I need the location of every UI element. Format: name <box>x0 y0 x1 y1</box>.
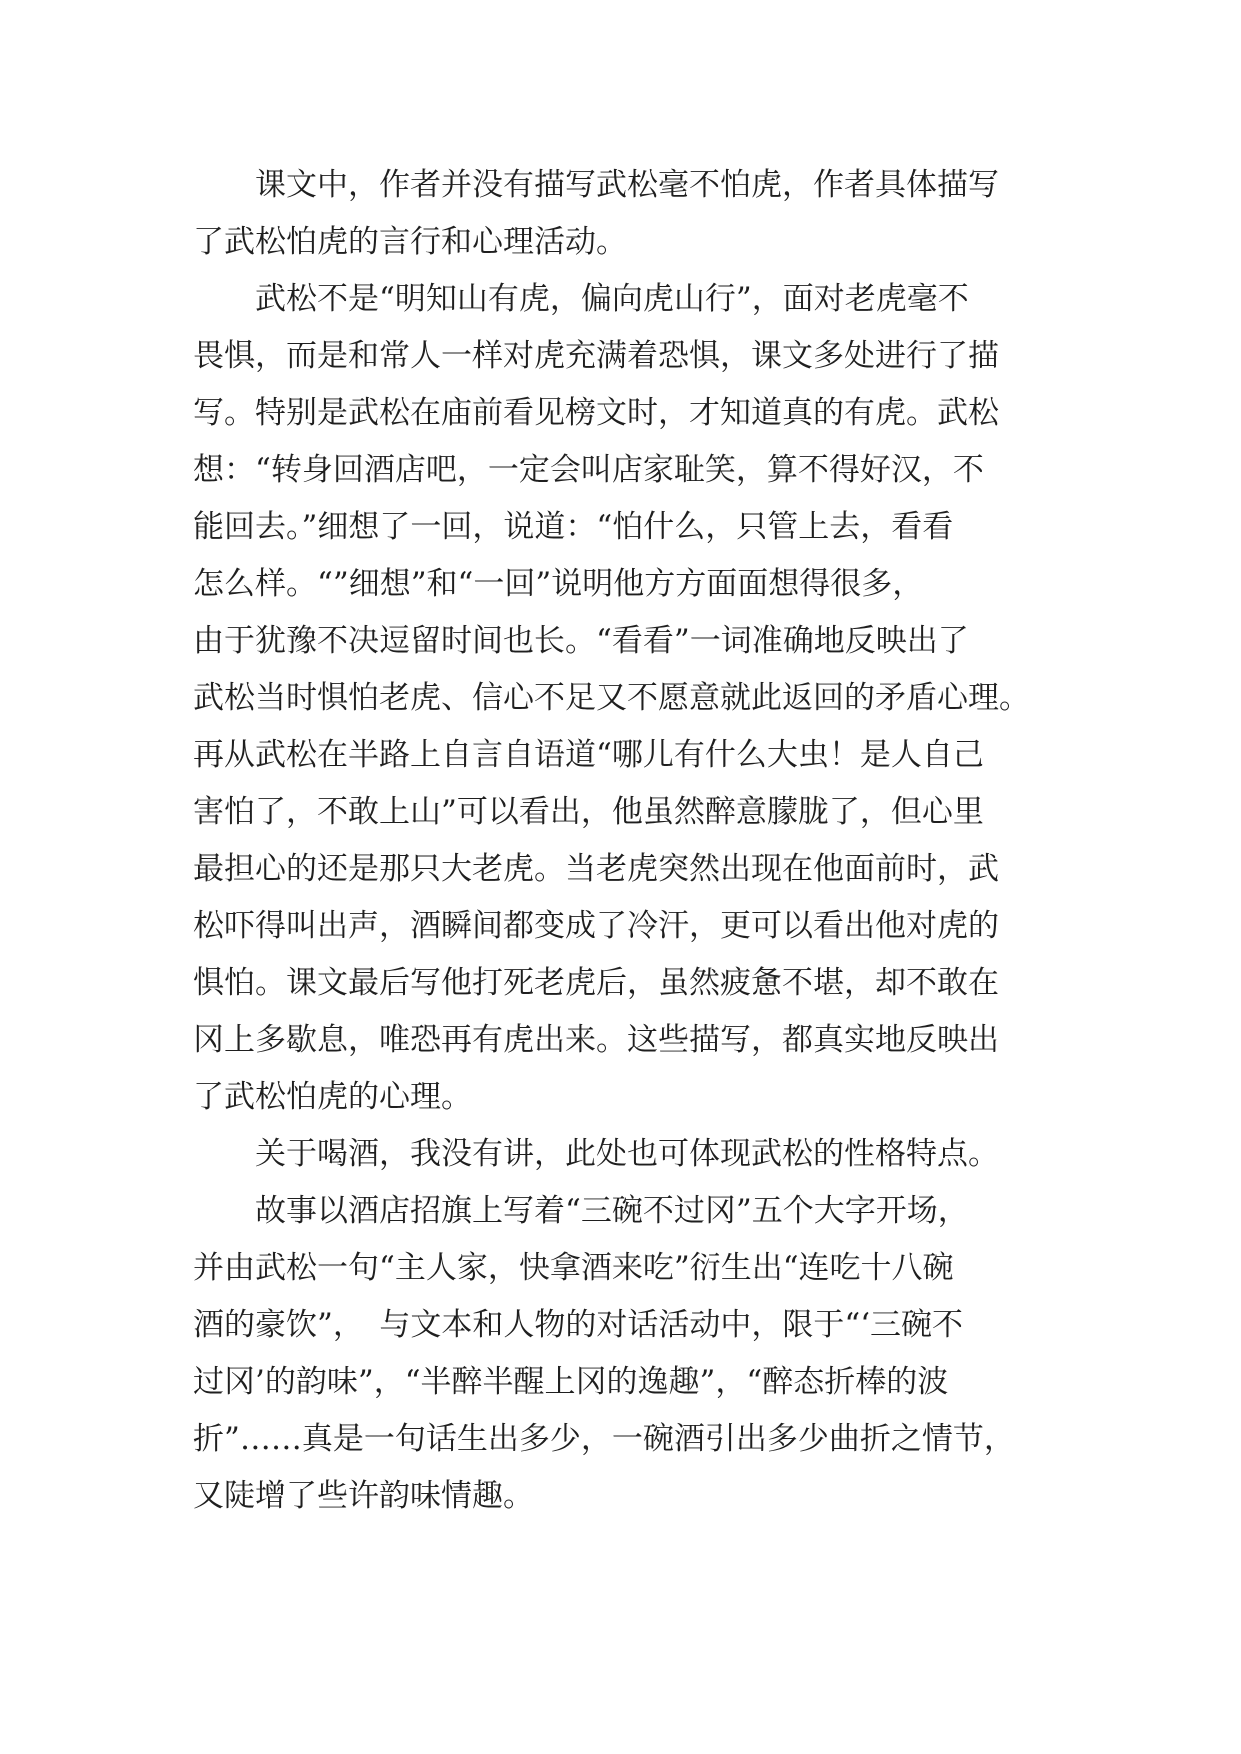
text-line: 松吓得叫出声，酒瞬间都变成了冷汗，更可以看出他对虎的 <box>193 908 999 944</box>
text-line: 并由武松一句“主人家，快拿酒来吃”衍生出“连吃十八碗 <box>193 1250 954 1286</box>
text-line: 冈上多歇息，唯恐再有虎出来。这些描写，都真实地反映出 <box>193 1022 999 1058</box>
text-line: 了武松怕虎的言行和心理活动。 <box>193 224 627 260</box>
text-line: 由于犹豫不决逗留时间也长。“看看”一词准确地反映出了 <box>193 623 969 659</box>
text-line: 折”……真是一句话生出多少，一碗酒引出多少曲折之情节， <box>193 1421 1015 1457</box>
text-line: 害怕了，不敢上山”可以看出，他虽然醉意朦胧了，但心里 <box>193 794 984 830</box>
text-line: 又陡增了些许韵味情趣。 <box>193 1478 534 1514</box>
text-line: 酒的豪饮”， 与文本和人物的对话活动中，限于“‘三碗不 <box>193 1307 964 1343</box>
text-line: 写。特别是武松在庙前看见榜文时，才知道真的有虎。武松 <box>193 395 999 431</box>
text-line: 惧怕。课文最后写他打死老虎后，虽然疲惫不堪，却不敢在 <box>193 965 999 1001</box>
text-line: 畏惧，而是和常人一样对虎充满着恐惧，课文多处进行了描 <box>193 338 999 374</box>
text-line: 能回去。”细想了一回，说道：“怕什么，只管上去，看看 <box>193 509 954 545</box>
text-line: 了武松怕虎的心理。 <box>193 1079 472 1115</box>
text-line: 武松当时惧怕老虎、信心不足又不愿意就此返回的矛盾心理。 <box>193 680 1030 716</box>
text-line: 想：“转身回酒店吧，一定会叫店家耻笑，算不得好汉，不 <box>193 452 984 488</box>
text-line: 怎么样。“”细想”和“一回”说明他方方面面想得很多， <box>193 566 924 602</box>
text-line: 过冈’的韵味”，“半醉半醒上冈的逸趣”，“醉态折棒的波 <box>193 1364 949 1400</box>
text-line: 关于喝酒，我没有讲，此处也可体现武松的性格特点。 <box>193 1136 999 1172</box>
text-line: 课文中，作者并没有描写武松毫不怕虎，作者具体描写 <box>193 167 999 203</box>
text-line: 最担心的还是那只大老虎。当老虎突然出现在他面前时，武 <box>193 851 999 887</box>
text-line: 再从武松在半路上自言自语道“哪儿有什么大虫！是人自己 <box>193 737 984 773</box>
text-line: 故事以酒店招旗上写着“三碗不过冈”五个大字开场， <box>193 1193 969 1229</box>
text-line: 武松不是“明知山有虎，偏向虎山行”，面对老虎毫不 <box>193 281 969 317</box>
